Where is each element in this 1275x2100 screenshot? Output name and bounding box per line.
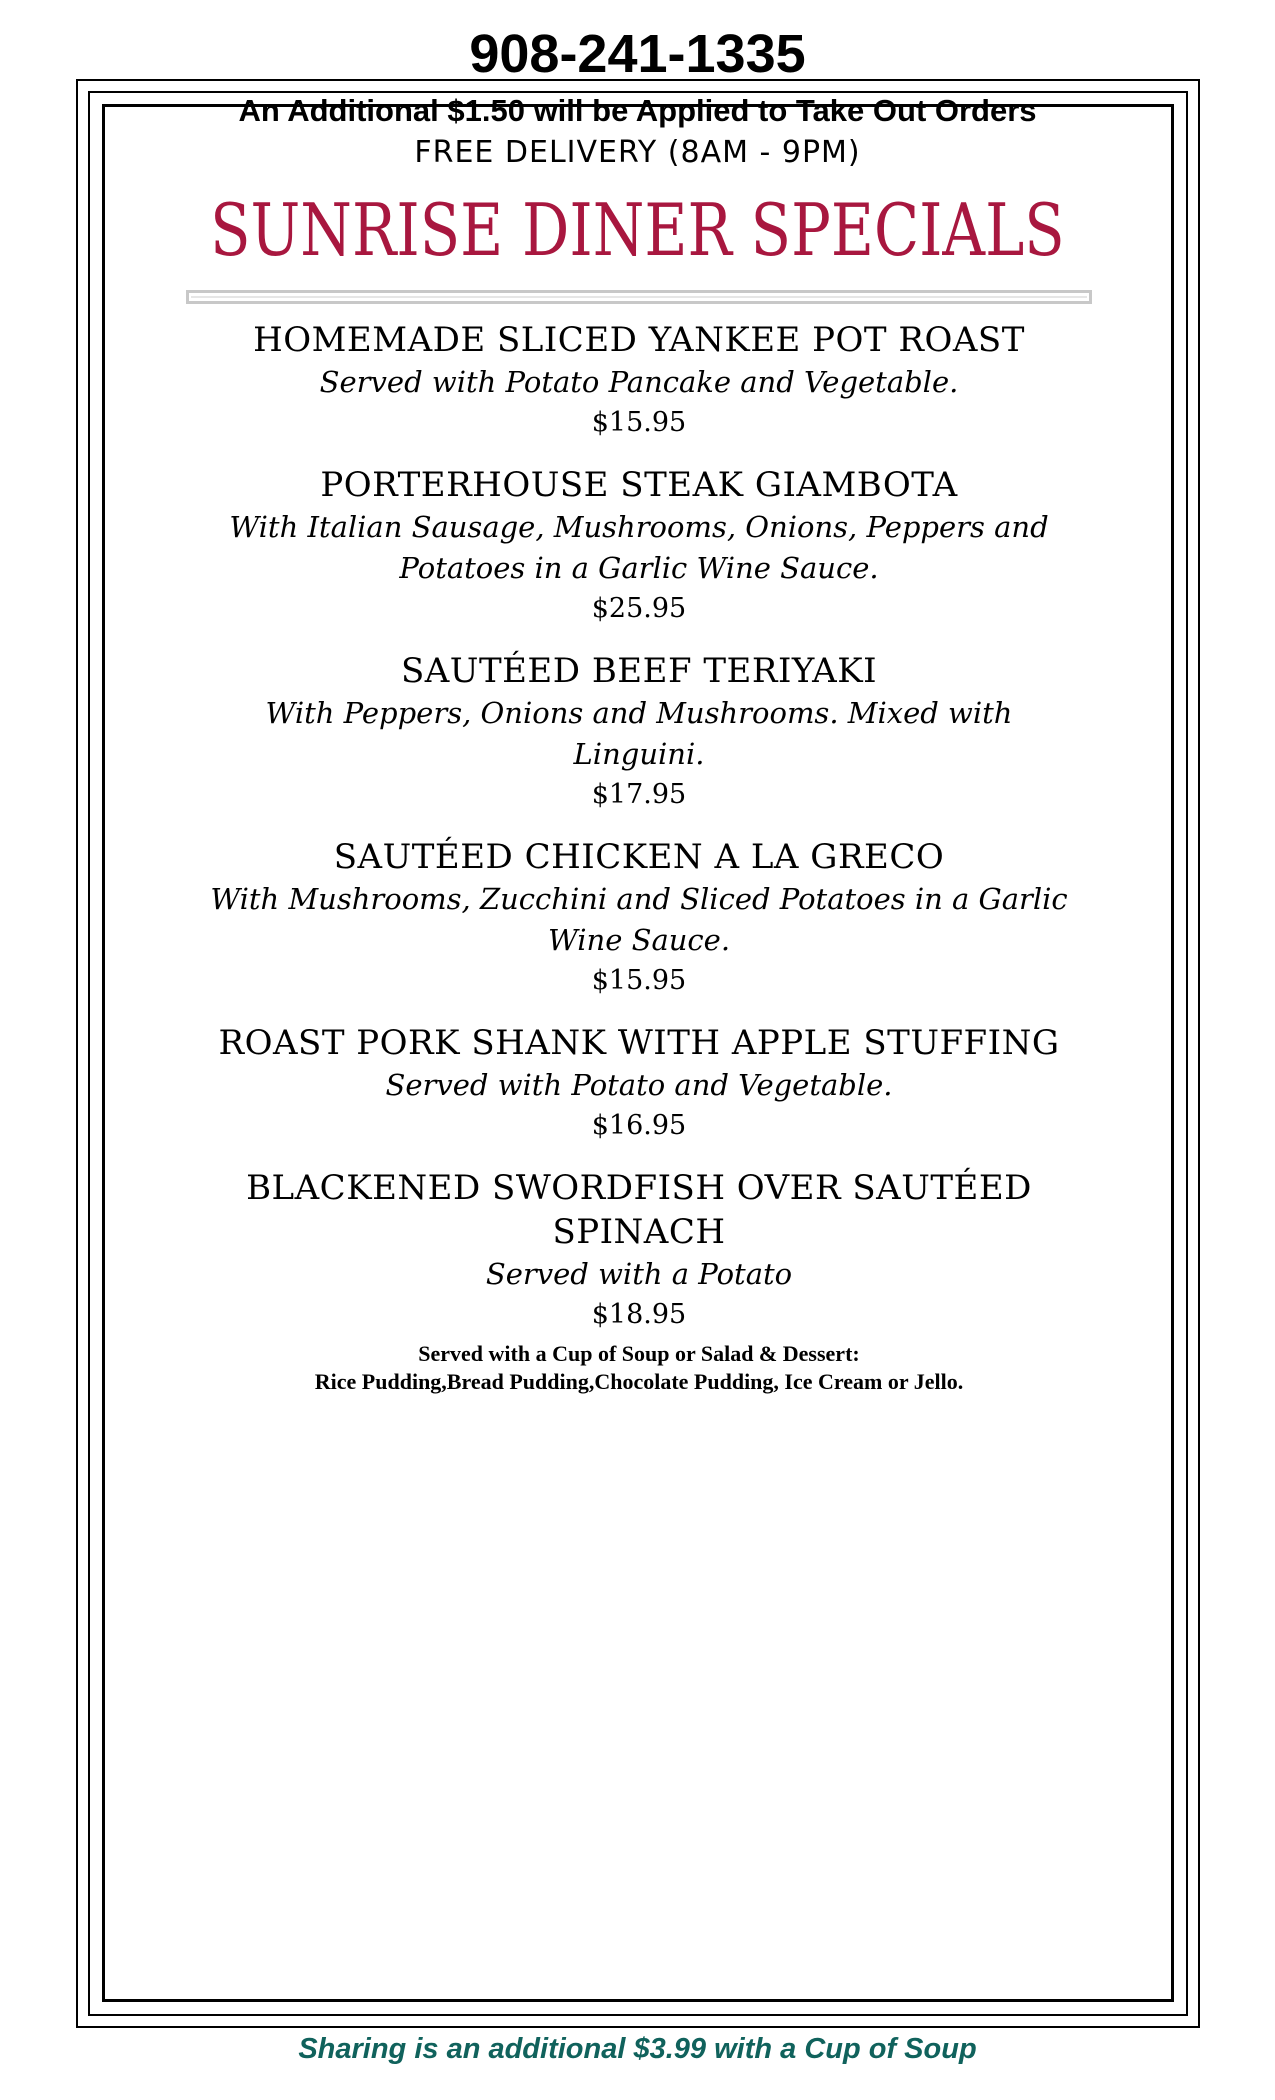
- menu-item: [186, 318, 1092, 443]
- menu-item: [186, 1021, 1092, 1146]
- menu-item-name: SAUTÉED CHICKEN A LA GRECO: [333, 837, 945, 877]
- footnote-line-2: Rice Pudding,Bread Pudding,Chocolate Pudding, Ice Cream or Jello.: [314, 1369, 964, 1394]
- menu-item: [186, 835, 1092, 1001]
- menu-item-price: $17.95: [591, 779, 687, 810]
- menu-item-description: With Italian Sausage, Mushrooms, Onions, Peppers and Potatoes in a Garlic Wine Sauce.: [229, 510, 1049, 585]
- menu-item-name: PORTERHOUSE STEAK GIAMBOTA: [320, 465, 958, 505]
- menu-item-price: $18.95: [591, 1299, 687, 1330]
- menu-item-description: Served with a Potato: [485, 1257, 793, 1291]
- menu-item-price: $15.95: [591, 407, 687, 438]
- title-divider: [186, 290, 1092, 304]
- menu-item-name: SAUTÉED BEEF TERIYAKI: [400, 651, 878, 691]
- specials-list: [186, 318, 1092, 1355]
- menu-item-description: Served with Potato Pancake and Vegetable.: [319, 365, 959, 399]
- menu-item-name: ROAST PORK SHANK WITH APPLE STUFFING: [218, 1023, 1060, 1063]
- menu-item: [186, 1166, 1092, 1335]
- menu-item-price: $16.95: [591, 1110, 687, 1141]
- menu-title: SUNRISE DINER SPECIALS: [210, 188, 1065, 272]
- menu-item: [186, 649, 1092, 815]
- menu-item-price: $15.95: [591, 965, 687, 996]
- menu-item-price: $25.95: [591, 593, 687, 624]
- footnote-line-1: Served with a Cup of Soup or Salad & Dessert:: [418, 1341, 860, 1366]
- sharing-note: Sharing is an additional $3.99 with a Cup of Soup: [298, 2033, 977, 2065]
- delivery-note: FREE DELIVERY (8AM - 9PM): [414, 135, 861, 170]
- menu-item: [186, 463, 1092, 629]
- dessert-footnote: [186, 1340, 1092, 1396]
- menu-item-description: Served with Potato and Vegetable.: [385, 1068, 893, 1102]
- menu-item-name: BLACKENED SWORDFISH OVER SAUTÉED SPINACH: [246, 1168, 1032, 1252]
- menu-item-name: HOMEMADE SLICED YANKEE POT ROAST: [253, 320, 1025, 360]
- menu-item-description: With Mushrooms, Zucchini and Sliced Potatoes in a Garlic Wine Sauce.: [210, 882, 1068, 957]
- takeout-note: An Additional $1.50 will be Applied to Take Out Orders: [238, 93, 1037, 128]
- menu-item-description: With Peppers, Onions and Mushrooms. Mixed with Linguini.: [265, 696, 1013, 771]
- phone-number: 908-241-1335: [469, 24, 806, 84]
